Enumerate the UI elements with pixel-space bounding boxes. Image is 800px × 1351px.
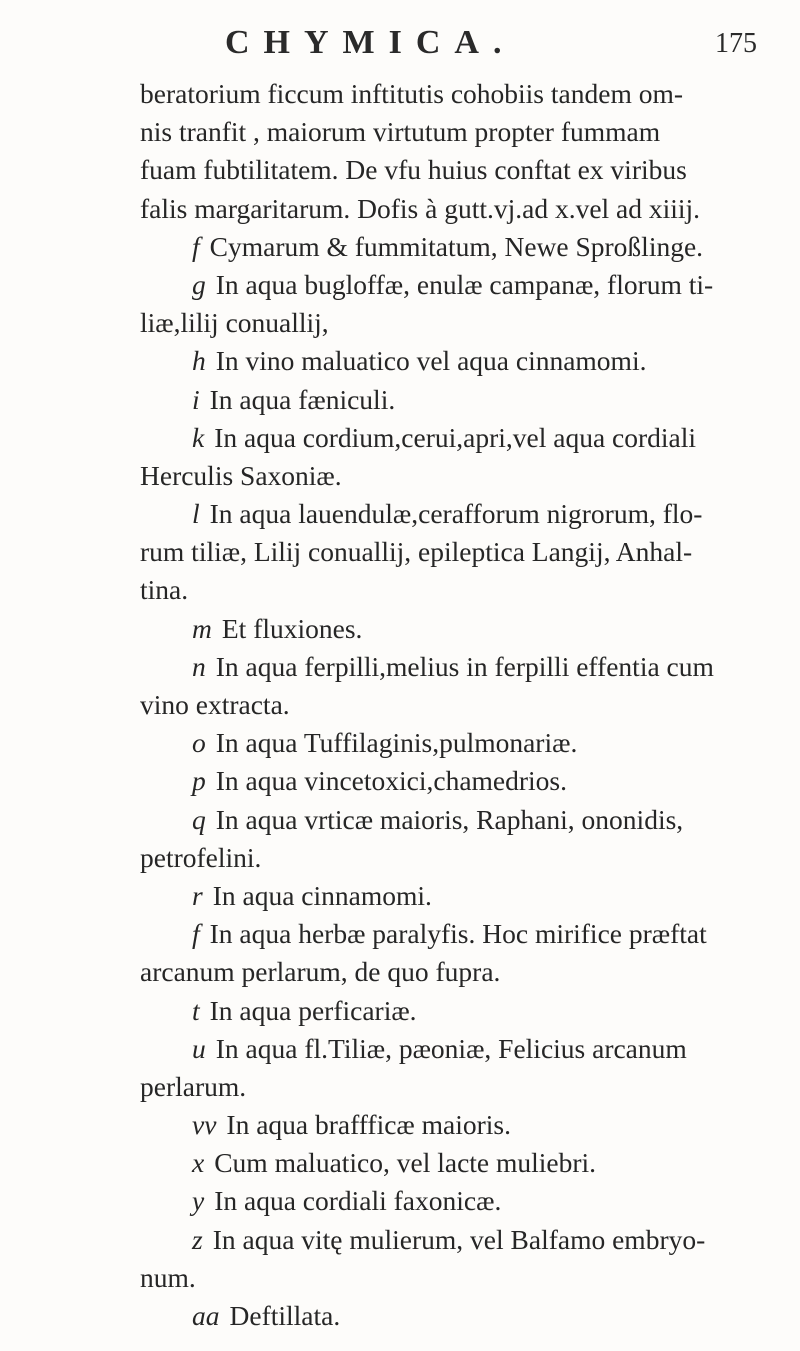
line-text: num.	[140, 1261, 196, 1293]
line-text: liæ,lilij conuallij,	[140, 307, 329, 339]
line-text: In aqua bugloffæ, enulæ campanæ, florum ti-	[215, 268, 714, 300]
running-head: CHYMICA.	[225, 24, 516, 61]
line-text: In aqua cordiali faxonicæ.	[214, 1185, 502, 1217]
line-text: vino extracta.	[140, 689, 290, 720]
text-line	[140, 1068, 780, 1106]
text-line	[140, 953, 780, 991]
text-line	[140, 877, 780, 915]
text-line	[140, 1182, 780, 1220]
text-line	[140, 1259, 780, 1297]
text-line	[140, 610, 780, 648]
text-line	[140, 1106, 780, 1144]
note-marker: f	[192, 918, 200, 950]
line-text: perlarum.	[140, 1070, 247, 1102]
note-marker: t	[192, 994, 200, 1026]
text-line	[140, 342, 780, 380]
note-marker: o	[192, 727, 206, 759]
note-marker: vv	[192, 1109, 217, 1141]
text-line	[140, 190, 780, 228]
text-line	[140, 686, 780, 724]
text-line	[140, 266, 780, 304]
note-marker: x	[192, 1147, 205, 1179]
line-text: In vino maluatico vel aqua cinnamomi.	[215, 345, 647, 377]
text-line	[140, 915, 780, 953]
line-text: In aqua cinnamomi.	[212, 879, 432, 911]
text-line	[140, 151, 780, 189]
note-marker: f	[192, 230, 200, 262]
line-text: Cymarum & fummitatum, Newe Sproßlinge.	[209, 230, 704, 262]
line-text: Cum maluatico, vel lacte muliebri.	[214, 1147, 597, 1179]
line-text: tina.	[140, 574, 189, 606]
line-text: In aqua herbæ paralyfis. Hoc mirifice præftat	[209, 918, 707, 950]
page-number: 175	[715, 28, 757, 59]
note-marker: h	[192, 345, 206, 377]
body-text	[140, 75, 780, 1335]
note-marker: y	[192, 1185, 205, 1217]
note-marker: aa	[192, 1300, 220, 1331]
text-line	[140, 495, 780, 533]
line-text: In aqua fl.Tiliæ, pæoniæ, Felicius arcanum	[215, 1032, 687, 1064]
line-text: falis margaritarum. Dofis à gutt.vj.ad x.vel ad xiiij.	[140, 192, 701, 224]
text-line	[140, 1297, 780, 1335]
note-marker: l	[192, 498, 200, 530]
note-marker: m	[192, 612, 212, 644]
line-text: Deftillata.	[229, 1300, 341, 1331]
note-marker: p	[192, 765, 206, 797]
note-marker: n	[192, 650, 206, 682]
note-marker: r	[192, 879, 203, 911]
line-text: In aqua vitę mulierum, vel Balfamo embryo-	[212, 1223, 706, 1255]
text-line	[140, 648, 780, 686]
line-text: beratorium ficcum inftitutis cohobiis tandem om-	[140, 78, 684, 109]
note-marker: q	[192, 803, 206, 835]
note-marker: k	[192, 421, 205, 453]
line-text: In aqua braffficæ maioris.	[226, 1109, 512, 1141]
line-text: nis tranfit , maiorum virtutum propter fummam	[140, 116, 661, 148]
line-text: petrofelini.	[140, 841, 262, 873]
note-marker: z	[192, 1223, 203, 1255]
text-line	[140, 113, 780, 151]
note-marker: g	[192, 268, 206, 300]
text-line	[140, 381, 780, 419]
line-text: In aqua ferpilli,melius in ferpilli effentia cum	[215, 650, 714, 682]
text-line	[140, 1030, 780, 1068]
text-line	[140, 228, 780, 266]
text-line	[140, 1221, 780, 1259]
text-line	[140, 724, 780, 762]
note-marker: u	[192, 1032, 206, 1064]
text-line	[140, 992, 780, 1030]
line-text: fuam fubtilitatem. De vfu huius conftat ex viribus	[140, 154, 687, 186]
text-line	[140, 762, 780, 800]
line-text: Et fluxiones.	[221, 612, 363, 644]
line-text: In aqua Tuffilaginis,pulmonariæ.	[215, 727, 578, 759]
text-line	[140, 533, 780, 571]
line-text: In aqua vincetoxici,chamedrios.	[215, 765, 568, 797]
line-text: In aqua lauendulæ,cerafforum nigrorum, flo-	[209, 498, 703, 530]
line-text: arcanum perlarum, de quo fupra.	[140, 956, 501, 988]
line-text: Herculis Saxoniæ.	[140, 459, 342, 491]
note-marker: i	[192, 383, 200, 415]
text-line	[140, 571, 780, 609]
line-text: In aqua cordium,cerui,apri,vel aqua cordiali	[214, 421, 697, 453]
line-text: In aqua fæniculi.	[209, 383, 396, 415]
text-line	[140, 419, 780, 457]
text-line	[140, 1144, 780, 1182]
text-line	[140, 75, 780, 113]
line-text: In aqua vrticæ maioris, Raphani, ononidis,	[215, 803, 684, 835]
page-header	[0, 18, 800, 74]
text-line	[140, 801, 780, 839]
text-line	[140, 457, 780, 495]
text-line	[140, 839, 780, 877]
line-text: In aqua perficariæ.	[209, 994, 417, 1026]
line-text: rum tiliæ, Lilij conuallij, epileptica Langij, Anhal-	[140, 536, 693, 568]
text-line	[140, 304, 780, 342]
